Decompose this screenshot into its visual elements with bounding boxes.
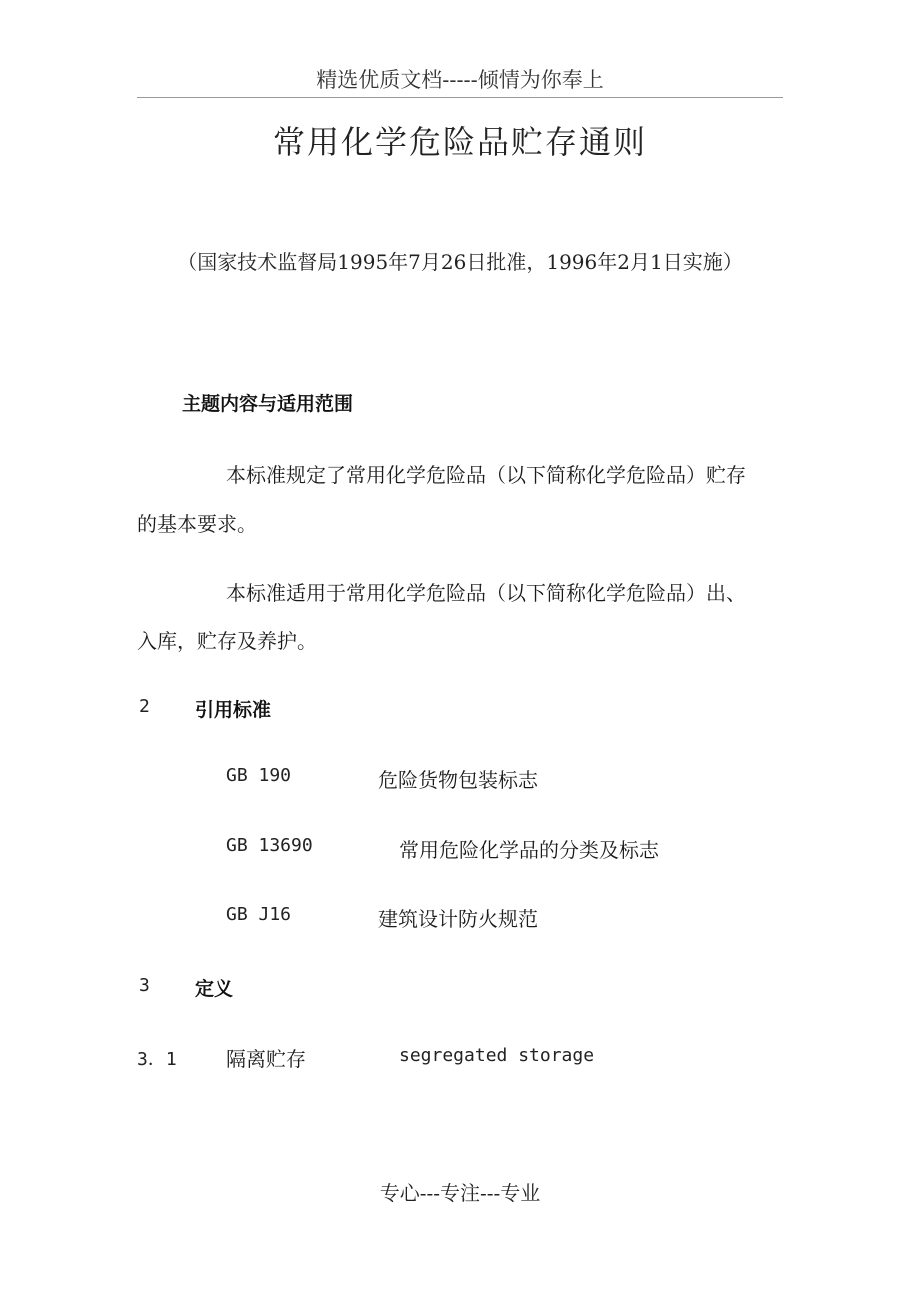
section-2-number: 2	[139, 696, 150, 717]
standard-code: GB J16	[226, 904, 292, 925]
section-1-heading: 主题内容与适用范围	[182, 393, 354, 415]
standard-name: 危险货物包装标志	[378, 768, 538, 792]
definition-english: segregated storage	[399, 1045, 595, 1066]
page-header: 精选优质文档-----倾情为你奉上	[316, 68, 604, 92]
section-1-para-1-line-1: 本标准规定了常用化学危险品（以下简称化学危险品）贮存	[226, 463, 746, 487]
standard-name: 常用危险化学品的分类及标志	[399, 838, 659, 862]
definition-term: 隔离贮存	[226, 1047, 306, 1071]
section-1-para-1-line-2: 的基本要求。	[137, 512, 257, 536]
document-subtitle: （国家技术监督局1995年7月26日批准，1996年2月1日实施）	[177, 250, 743, 274]
standard-code: GB 190	[226, 765, 292, 786]
page-footer: 专心---专注---专业	[379, 1181, 541, 1205]
section-2-heading: 引用标准	[195, 699, 272, 721]
definition-number: 3．1	[137, 1049, 177, 1070]
section-3-number: 3	[139, 975, 150, 996]
section-1-para-2-line-2: 入库，贮存及养护。	[137, 629, 317, 653]
header-divider	[137, 97, 783, 98]
standard-name: 建筑设计防火规范	[378, 907, 538, 931]
standard-code: GB 13690	[226, 835, 313, 856]
document-title: 常用化学危险品贮存通则	[272, 123, 647, 161]
section-3-heading: 定义	[195, 978, 234, 1000]
section-1-para-2-line-1: 本标准适用于常用化学危险品（以下简称化学危险品）出、	[226, 581, 746, 605]
